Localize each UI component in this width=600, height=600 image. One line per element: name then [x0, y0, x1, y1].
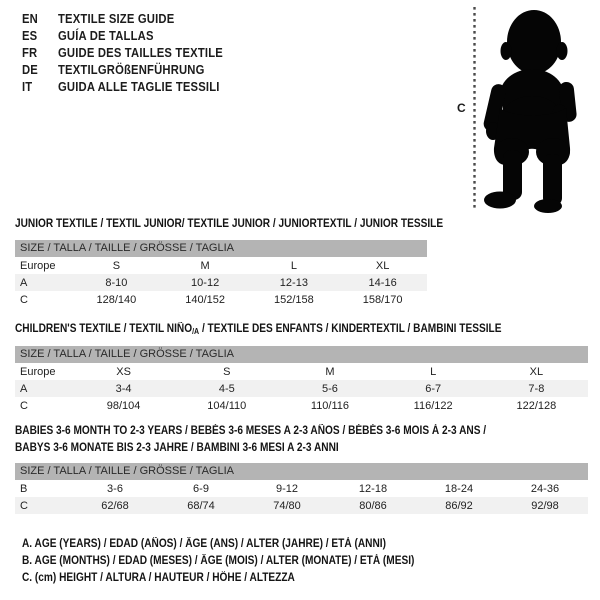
table-cell: 8-10 [105, 276, 128, 289]
table-cell: M [325, 365, 335, 378]
language-code: IT [22, 79, 33, 94]
table-cell: 5-6 [322, 382, 338, 395]
table-cell: 158/170 [362, 293, 403, 306]
table-cell: XL [529, 365, 544, 378]
row-label: C [20, 293, 28, 306]
language-code: DE [22, 62, 38, 77]
table-cell: 3-6 [107, 482, 123, 495]
list-item [22, 78, 223, 95]
table-cell: 12-13 [279, 276, 308, 289]
table-cell: 6-7 [425, 382, 442, 395]
table-cell: 3-4 [115, 382, 132, 395]
language-code: FR [22, 45, 38, 60]
row-label: Europe [20, 365, 56, 378]
table-cell: 86/92 [445, 499, 473, 512]
guide-title: TEXTILE SIZE GUIDE [58, 11, 175, 26]
language-code: EN [22, 11, 38, 26]
title-subscript: /A [192, 327, 200, 336]
table-cell: 122/128 [516, 399, 557, 412]
title-line: BABIES 3-6 MONTH TO 2-3 YEARS / BEBÉS 3-6 MESES A 2-3 AÑOS / BÉBÉS 3-6 MOIS À 2-3 ANS / [15, 425, 487, 437]
list-item [22, 27, 223, 44]
row-label: A [20, 382, 28, 395]
legend-line-a: A. AGE (YEARS) / EDAD (AÑOS) / ÂGE (ANS) / ALTER (JAHRE) / ETÀ (ANNI) [22, 538, 386, 550]
measurement-legend [22, 536, 468, 587]
row-label: Europe [20, 259, 56, 272]
height-label: C [457, 101, 466, 115]
height-figure [455, 2, 600, 214]
table-cell: 80/86 [359, 499, 387, 512]
table-cell: 92/98 [531, 499, 559, 512]
legend-line-c: C. (cm) HEIGHT / ALTURA / HAUTEUR / HÖHE / ALTEZZA [22, 572, 295, 584]
table-cell: 10-12 [191, 276, 220, 289]
table-row [15, 380, 588, 397]
title-line: BABYS 3-6 MONATE BIS 2-3 JAHRE / BAMBINI 3-6 MESI A 2-3 ANNI [15, 442, 339, 454]
babies-size-table [15, 463, 588, 514]
junior-size-table [15, 240, 427, 308]
table-cell: 110/116 [310, 399, 350, 412]
table-cell: 6-9 [193, 482, 209, 495]
table-cell: 98/104 [106, 399, 141, 412]
list-item [22, 10, 223, 27]
table-cell: 104/110 [207, 399, 247, 412]
table-cell: XL [375, 259, 390, 272]
row-label: C [20, 499, 28, 512]
table-cell: 14-16 [368, 276, 397, 289]
guide-title: TEXTILGRÖßENFÜHRUNG [58, 62, 205, 77]
guide-title: GUÍA DE TALLAS [58, 28, 154, 43]
size-header-bar: SIZE / TALLA / TAILLE / GRÖSSE / TAGLIA [15, 346, 588, 363]
size-header-bar: SIZE / TALLA / TAILLE / GRÖSSE / TAGLIA [15, 463, 588, 480]
table-cell: L [430, 365, 437, 378]
table-cell: 116/122 [413, 399, 453, 412]
table-cell: 62/68 [101, 499, 129, 512]
language-code: ES [22, 28, 38, 43]
table-row [15, 480, 588, 497]
row-label: B [20, 482, 28, 495]
list-item [22, 44, 223, 61]
table-cell: 18-24 [444, 482, 474, 495]
children-table-title [15, 321, 501, 340]
title-text: CHILDREN'S TEXTILE / TEXTIL NIÑO [15, 323, 193, 335]
size-header-bar: SIZE / TALLA / TAILLE / GRÖSSE / TAGLIA [15, 240, 427, 257]
table-cell: XS [116, 365, 131, 378]
table-cell: S [112, 259, 121, 272]
row-label: C [20, 399, 28, 412]
list-item [22, 61, 223, 78]
table-row [15, 497, 588, 514]
table-cell: 7-8 [528, 382, 545, 395]
language-title-list [22, 10, 245, 95]
table-cell: 140/152 [185, 293, 225, 306]
junior-table-title: JUNIOR TEXTILE / TEXTIL JUNIOR/ TEXTILE JUNIOR / JUNIORTEXTIL / JUNIOR TESSILE [15, 218, 444, 230]
table-cell: 24-36 [530, 482, 560, 495]
guide-title: GUIDA ALLE TAGLIE TESSILI [58, 79, 220, 94]
table-row [15, 257, 427, 274]
row-label: A [20, 276, 28, 289]
table-cell: M [200, 259, 210, 272]
table-cell: 152/158 [273, 293, 314, 306]
table-cell: L [290, 259, 297, 272]
table-row [15, 291, 427, 308]
legend-line-b: B. AGE (MONTHS) / EDAD (MESES) / ÂGE (MOIS) / ALTER (MONATE) / ETÀ (MESI) [22, 555, 415, 567]
table-row [15, 397, 588, 414]
title-text: / TEXTILE DES ENFANTS / KINDERTEXTIL / BAMBINI TESSILE [199, 323, 502, 335]
table-cell: 74/80 [273, 499, 301, 512]
table-cell: 12-18 [358, 482, 388, 495]
table-row [15, 363, 588, 380]
table-row [15, 274, 427, 291]
table-cell: 9-12 [275, 482, 299, 495]
table-cell: S [223, 365, 231, 378]
babies-table-title [15, 423, 486, 457]
table-cell: 4-5 [218, 382, 235, 395]
guide-title: GUIDE DES TAILLES TEXTILE [58, 45, 223, 60]
children-size-table [15, 346, 588, 414]
toddler-silhouette-icon [455, 2, 600, 214]
table-cell: 68/74 [187, 499, 215, 512]
table-cell: 128/140 [96, 293, 137, 306]
